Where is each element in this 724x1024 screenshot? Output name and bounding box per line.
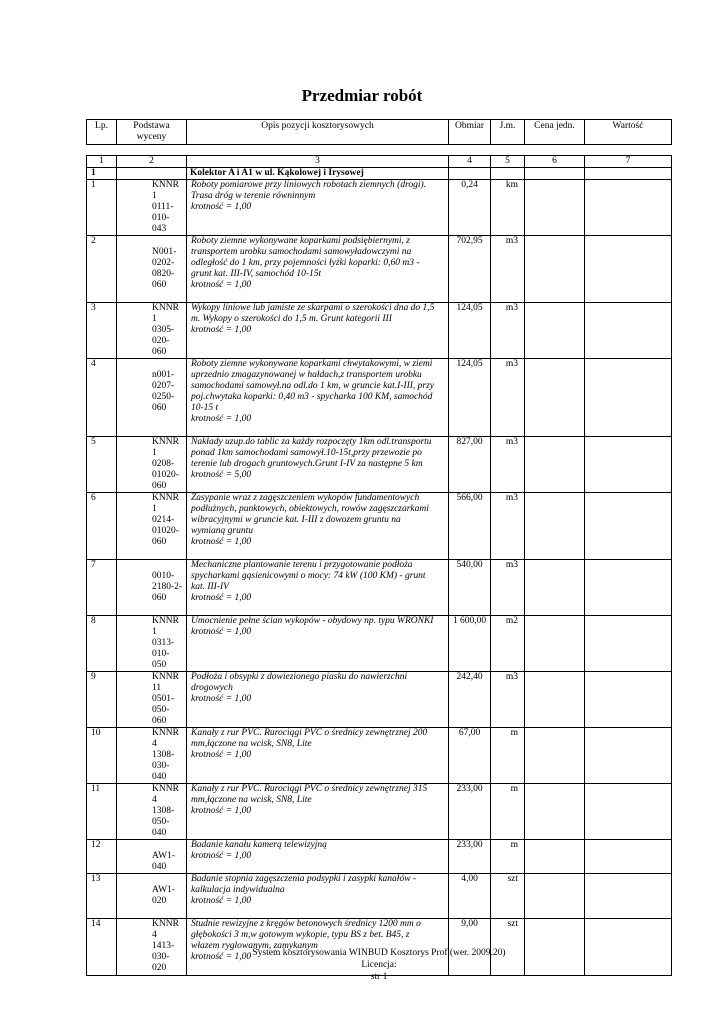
column-number: 1 bbox=[87, 156, 117, 168]
section-basis-cell bbox=[117, 168, 187, 180]
row-basis-code: KNNR 1 0214-01020- 060 bbox=[117, 493, 187, 560]
row-description: Roboty ziemne wykonywane koparkami podsiębiernymi, z transportem urobku samochodami samowyładowczymi na odległość do 1 km, przy pojemności łyżki koparki: 0,60 m3 - grunt kat. III-IV, samochód 10-15t krotność = 1,00 bbox=[187, 236, 449, 303]
row-quantity: 827,00 bbox=[449, 437, 491, 493]
row-lp: 14 bbox=[87, 919, 117, 976]
row-price bbox=[525, 874, 585, 919]
row-lp: 12 bbox=[87, 840, 117, 874]
row-value bbox=[585, 359, 672, 437]
row-lp: 2 bbox=[87, 236, 117, 303]
table-row bbox=[87, 560, 672, 616]
row-description: Kanały z rur PVC. Rurociągi PVC o średnicy zewnętrznej 200 mm,łączone na wcisk, SN8, Lite krotność = 1,00 bbox=[187, 728, 449, 784]
row-description: Roboty ziemne wykonywane koparkami chwytakowymi, w ziemi uprzednio zmagazynowanej w hałdach,z transportem urobku samochodami samowył.na odl.do 1 km, w gruncie kat.I-III, przy poj.chwytaka koparki: 0,40 m3 - spycharka 100 KM, samochód 10-15 t krotność = 1,00 bbox=[187, 359, 449, 437]
row-value bbox=[585, 784, 672, 840]
row-price bbox=[525, 840, 585, 874]
row-description: Badanie stopnia zagęszczenia podsypki i zasypki kanałów - kalkulacja indywidualna krotność = 1,00 bbox=[187, 874, 449, 919]
row-quantity: 702,95 bbox=[449, 236, 491, 303]
row-quantity: 124,05 bbox=[449, 303, 491, 359]
row-price bbox=[525, 672, 585, 728]
row-basis-code: n001-0207- 0250-060 bbox=[117, 359, 187, 437]
row-description: Zasypanie wraz z zagęszczeniem wykopów fundamentowych podłużnych, punktowych, obiektowych, rowów zagęszczarkami wibracyjnymi w gruncie kat. I-III z dowozem gruntu na wymianą gruntu krotność = 1,00 bbox=[187, 493, 449, 560]
table-row bbox=[87, 728, 672, 784]
row-price bbox=[525, 784, 585, 840]
column-number-row bbox=[87, 156, 672, 168]
page-title: Przedmiar robót bbox=[301, 86, 423, 105]
row-lp: 10 bbox=[87, 728, 117, 784]
column-number: 3 bbox=[187, 156, 449, 168]
row-unit: m3 bbox=[491, 493, 525, 560]
section-unit-cell bbox=[491, 168, 525, 180]
row-value bbox=[585, 437, 672, 493]
column-number: 6 bbox=[525, 156, 585, 168]
table-row bbox=[87, 672, 672, 728]
row-unit: m2 bbox=[491, 616, 525, 672]
row-price bbox=[525, 437, 585, 493]
row-price bbox=[525, 616, 585, 672]
row-value bbox=[585, 180, 672, 236]
row-basis-code: KNNR 1 0111-010-043 bbox=[117, 180, 187, 236]
row-quantity: 9,00 bbox=[449, 919, 491, 976]
row-description: Mechaniczne plantowanie terenu i przygotowanie podłoża spycharkami gąsienicowymi o mocy: 74 kW (100 KM) - grunt kat. III-IV krotność = 1,00 bbox=[187, 560, 449, 616]
row-quantity: 124,05 bbox=[449, 359, 491, 437]
header-unit: J.m. bbox=[491, 120, 525, 145]
row-unit: szt bbox=[491, 919, 525, 976]
row-basis-code: KNNR 1 0313-010-050 bbox=[117, 616, 187, 672]
row-basis-code: KNNR 4 1308-050-040 bbox=[117, 784, 187, 840]
row-unit: m bbox=[491, 840, 525, 874]
row-value bbox=[585, 616, 672, 672]
row-basis-code: 0010-2180-2- 060 bbox=[117, 560, 187, 616]
row-basis-code: KNNR 11 0501-050-060 bbox=[117, 672, 187, 728]
row-lp: 13 bbox=[87, 874, 117, 919]
row-price bbox=[525, 180, 585, 236]
row-quantity: 566,00 bbox=[449, 493, 491, 560]
row-price bbox=[525, 303, 585, 359]
row-description: Nakłady uzup.do tablic za każdy rozpoczęty 1km odl.transportu ponad 1km samochodami samowył.10-15t,przy przewozie po terenie lub drogach gruntowych.Grunt I-IV za następne 5 km krotność = 5,00 bbox=[187, 437, 449, 493]
row-value bbox=[585, 493, 672, 560]
row-unit: m bbox=[491, 784, 525, 840]
row-quantity: 233,00 bbox=[449, 784, 491, 840]
row-description: Kanały z rur PVC. Rurociągi PVC o średnicy zewnętrznej 315 mm,łączone na wcisk, SN8, Lite krotność = 1,00 bbox=[187, 784, 449, 840]
row-quantity: 67,00 bbox=[449, 728, 491, 784]
header-basis: Podstawa wyceny bbox=[117, 120, 187, 145]
row-unit: m3 bbox=[491, 672, 525, 728]
table-row bbox=[87, 840, 672, 874]
row-unit: km bbox=[491, 180, 525, 236]
section-title: Kolektor A i A1 w ul. Kąkolowej i Irysowej bbox=[187, 168, 449, 180]
estimate-table-body bbox=[87, 156, 672, 976]
row-quantity: 540,00 bbox=[449, 560, 491, 616]
row-lp: 8 bbox=[87, 616, 117, 672]
row-value bbox=[585, 236, 672, 303]
row-price bbox=[525, 359, 585, 437]
table-row bbox=[87, 236, 672, 303]
row-lp: 11 bbox=[87, 784, 117, 840]
row-description: Badanie kanału kamerą telewizyjną krotność = 1,00 bbox=[187, 840, 449, 874]
row-quantity: 233,00 bbox=[449, 840, 491, 874]
row-quantity: 1 600,00 bbox=[449, 616, 491, 672]
table-row bbox=[87, 784, 672, 840]
row-description: Roboty pomiarowe przy liniowych robotach ziemnych (drogi). Trasa dróg w terenie równinnym krotność = 1,00 bbox=[187, 180, 449, 236]
row-value bbox=[585, 728, 672, 784]
row-value bbox=[585, 560, 672, 616]
section-price-cell bbox=[525, 168, 585, 180]
row-value bbox=[585, 672, 672, 728]
header-value: Wartość bbox=[585, 120, 672, 145]
table-row bbox=[87, 437, 672, 493]
row-value bbox=[585, 303, 672, 359]
row-description: Studnie rewizyjne z kręgów betonowych średnicy 1200 mm o głębokości 3 m,w gotowym wykopie, typu BS z bet. B45, z włazem ryglowanym, zamykanym krotność = 1,00 bbox=[187, 919, 449, 976]
row-lp: 4 bbox=[87, 359, 117, 437]
section-lp: 1 bbox=[87, 168, 117, 180]
header-price: Cena jedn. bbox=[525, 120, 585, 145]
section-value-cell bbox=[585, 168, 672, 180]
row-price bbox=[525, 493, 585, 560]
row-lp: 5 bbox=[87, 437, 117, 493]
row-lp: 3 bbox=[87, 303, 117, 359]
row-quantity: 4,00 bbox=[449, 874, 491, 919]
row-unit: szt bbox=[491, 874, 525, 919]
row-basis-code: AW1-020 bbox=[117, 874, 187, 919]
row-unit: m3 bbox=[491, 437, 525, 493]
row-price bbox=[525, 728, 585, 784]
table-row bbox=[87, 874, 672, 919]
row-unit: m3 bbox=[491, 303, 525, 359]
row-description: Podłoża i obsypki z dowiezionego piasku do nawierzchni drogowych krotność = 1,00 bbox=[187, 672, 449, 728]
row-price bbox=[525, 560, 585, 616]
row-basis-code: AW1-040 bbox=[117, 840, 187, 874]
header-table bbox=[86, 119, 672, 145]
footer-software: System kosztorysowania WINBUD Kosztorys Prof (wer. 2009.20) bbox=[252, 948, 506, 958]
row-price bbox=[525, 236, 585, 303]
footer bbox=[0, 947, 724, 983]
header-quantity: Obmiar bbox=[449, 120, 491, 145]
row-lp: 6 bbox=[87, 493, 117, 560]
row-value bbox=[585, 874, 672, 919]
estimate-table bbox=[86, 155, 672, 976]
row-basis-code: KNNR 1 0305-020-060 bbox=[117, 303, 187, 359]
header-description: Opis pozycji kosztorysowych bbox=[187, 120, 449, 145]
row-description: Wykopy liniowe lub jamiste ze skarpami o szerokości dna do 1,5 m. Wykopy o szerokości do 1,5 m. Grunt kategorii III krotność = 1,00 bbox=[187, 303, 449, 359]
row-unit: m bbox=[491, 728, 525, 784]
row-value bbox=[585, 840, 672, 874]
section-qty-cell bbox=[449, 168, 491, 180]
row-basis-code: KNNR 4 1413-030-020 bbox=[117, 919, 187, 976]
column-number: 5 bbox=[491, 156, 525, 168]
row-unit: m3 bbox=[491, 560, 525, 616]
table-row bbox=[87, 303, 672, 359]
section-row bbox=[87, 168, 672, 180]
column-number: 7 bbox=[585, 156, 672, 168]
table-row bbox=[87, 359, 672, 437]
row-quantity: 242,40 bbox=[449, 672, 491, 728]
row-lp: 7 bbox=[87, 560, 117, 616]
row-unit: m3 bbox=[491, 236, 525, 303]
row-basis-code: KNNR 1 0208-01020- 060 bbox=[117, 437, 187, 493]
column-number: 2 bbox=[117, 156, 187, 168]
table-row bbox=[87, 616, 672, 672]
row-lp: 1 bbox=[87, 180, 117, 236]
footer-license: Licencja: bbox=[361, 960, 397, 970]
row-quantity: 0,24 bbox=[449, 180, 491, 236]
row-unit: m3 bbox=[491, 359, 525, 437]
header-lp: Lp. bbox=[87, 120, 117, 145]
row-basis-code: N001-0202- 0820-060 bbox=[117, 236, 187, 303]
table-row bbox=[87, 180, 672, 236]
row-lp: 9 bbox=[87, 672, 117, 728]
column-number: 4 bbox=[449, 156, 491, 168]
row-basis-code: KNNR 4 1308-030-040 bbox=[117, 728, 187, 784]
row-description: Umocnienie pełne ścian wykopów - obydowy np. typu WRONKI krotność = 1,00 bbox=[187, 616, 449, 672]
footer-page-number: str 1 bbox=[370, 972, 388, 982]
table-row bbox=[87, 493, 672, 560]
